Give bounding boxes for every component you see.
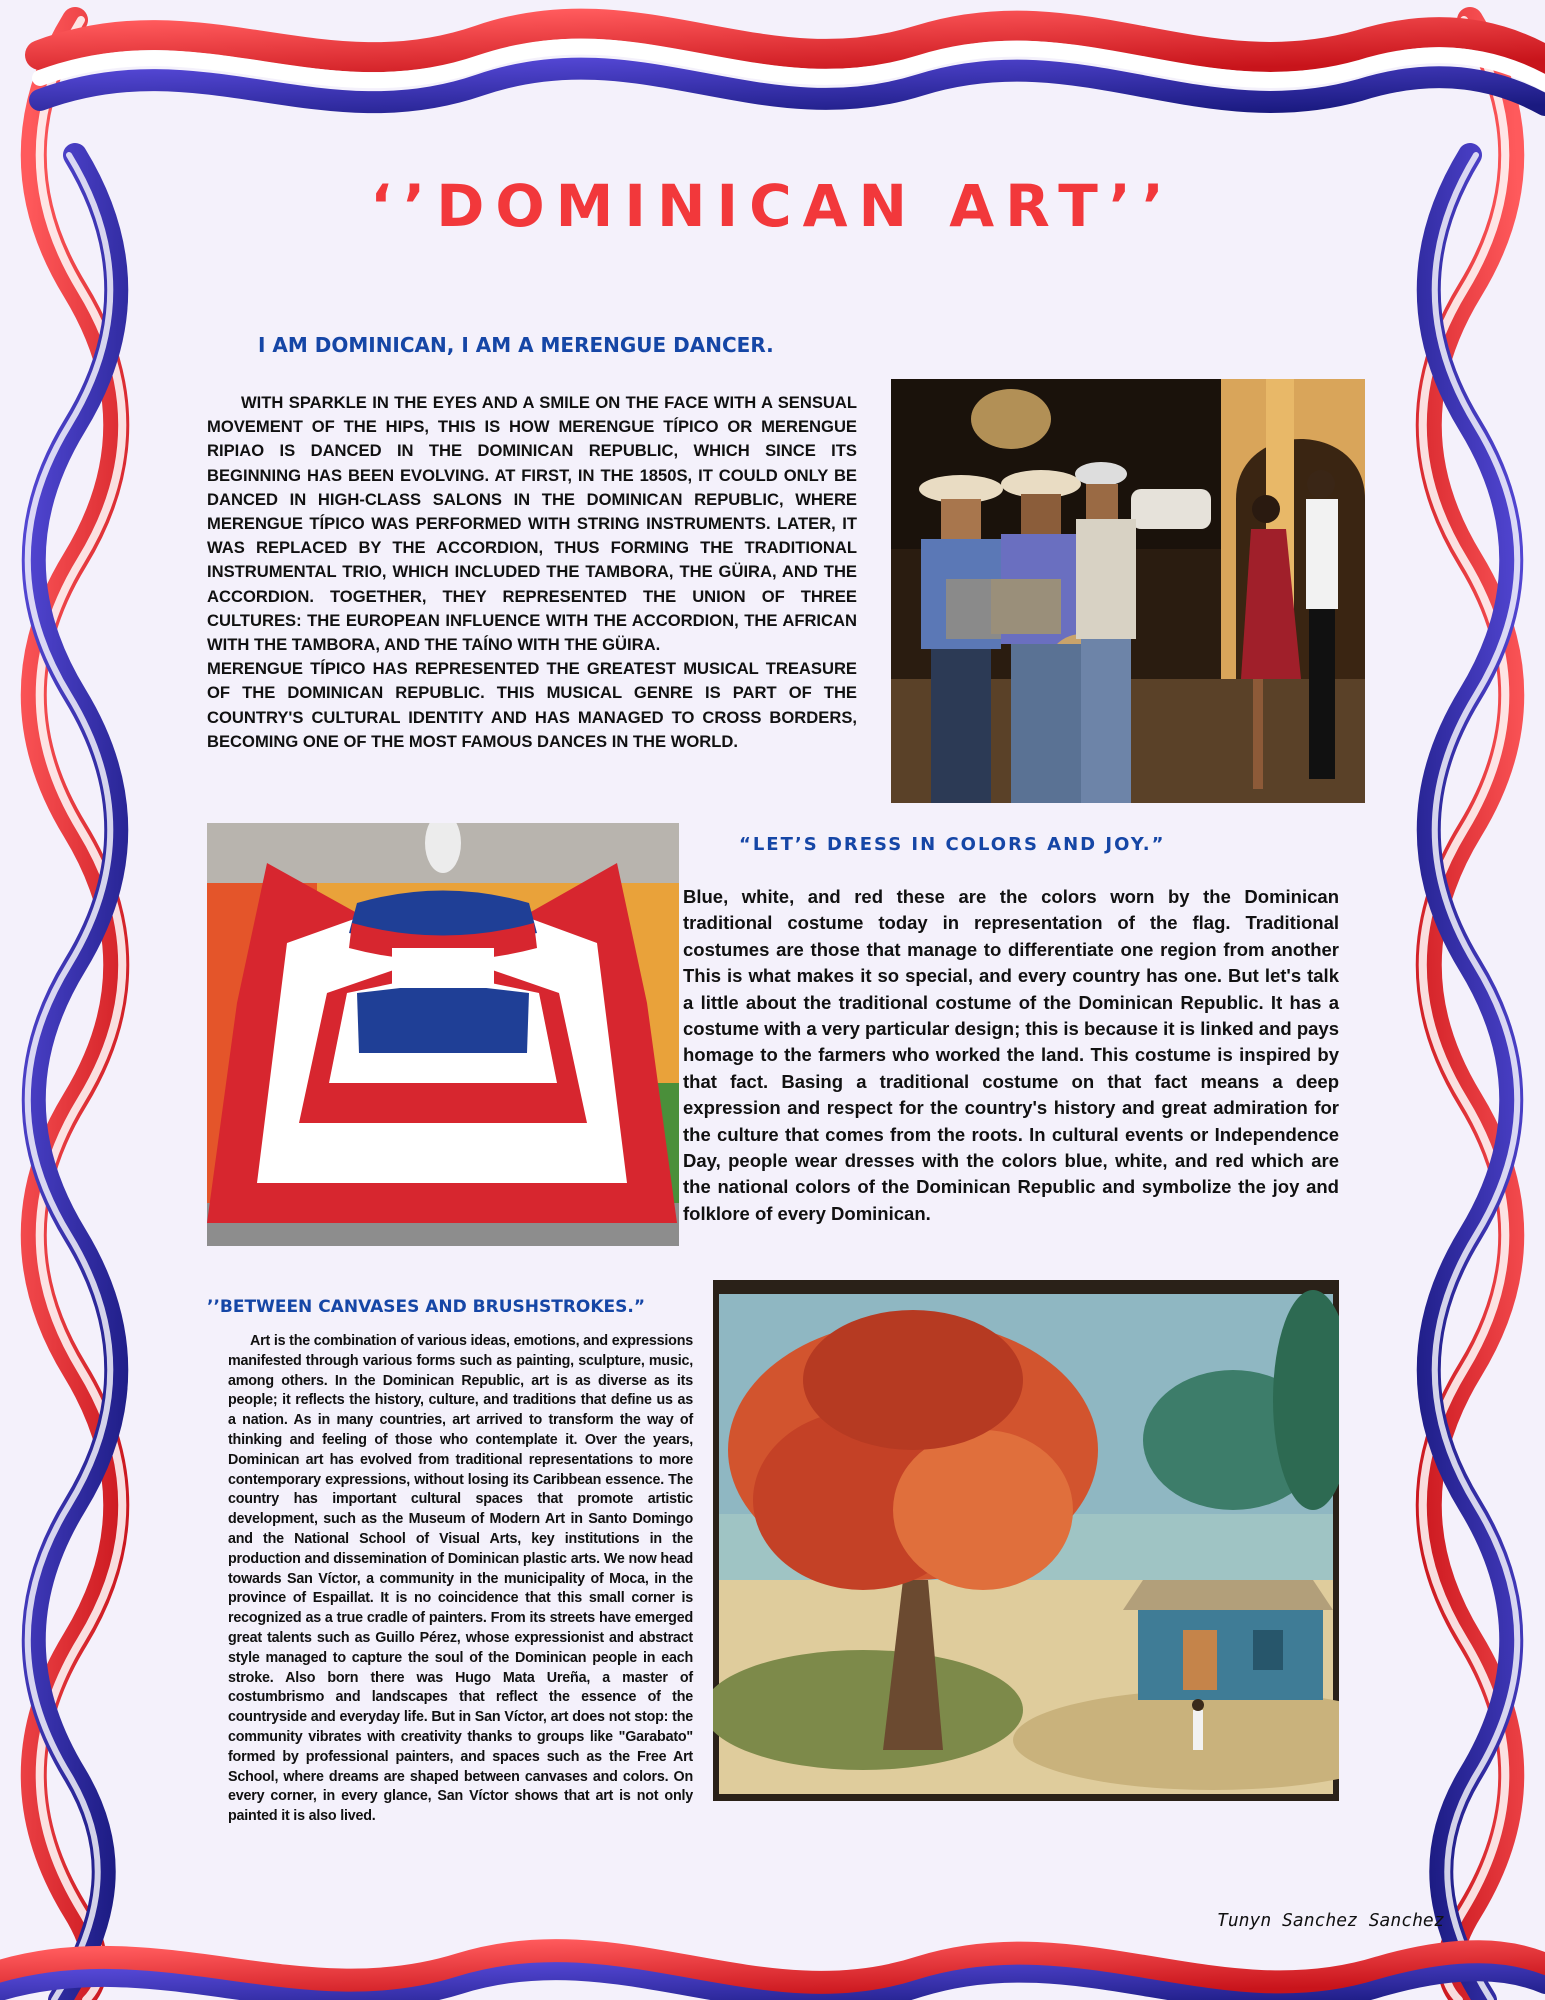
art-paragraph: Art is the combination of various ideas, emotions, and expressions manifested through various forms such as painting, sculpture, music, among others. In the Dominican Republic, art is as diverse as its people; it reflects the history, culture, and traditions that define us as a nation. As in many countries, art arrived to transform the way of thinking and feeling of those who contemplate it. Over the years, Dominican art has evolved from traditional representations to more contemporary expressions, without losing its Caribbean essence. The country has important cultural spaces that promote artistic development, such as the Museum of Modern Art in Santo Domingo and the National School of Visual Arts, key institutions in the production and dissemination of Dominican plastic arts. We now head towards San Víctor, a community in the municipality of Moca, in the province of Espaillat. It is no coincidence that this small corner is recognized as a true cradle of painters. From its streets have emerged great talents such as Guillo Pérez, whose expressionist and abstract style managed to capture the soul of the Dominican people in each stroke. Also born there was Hugo Mata Ureña, a master of costumbrismo and landscapes that reflect the essence of the countryside and everyday life. But in San Víctor, art does not stop: the community vibrates with creativity thanks to groups like "Garabato" formed by professional painters, and spaces such as the Free Art School, where dreams are shaped between canvases and colors. On every corner, in every glance, San Víctor shows that art is not only painted it is also lived. [228, 1333, 693, 1825]
page-title: ‘’DOMINICAN ART’’ [370, 172, 1175, 240]
merengue-text [207, 391, 857, 754]
author-signature: Tunyn Sanchez Sanchez [1217, 1910, 1445, 1931]
dress-heading: “LET’S DRESS IN COLORS AND JOY.” [739, 834, 1166, 855]
flamboyan-painting-photo [713, 1280, 1339, 1801]
dress-paragraph: Blue, white, and red these are the colors worn by the Dominican traditional costume today in representation of the flag. Traditional costumes are those that manage to differentiate one region from another This is what makes it so special, and every country has one. But let's talk a little about the traditional costume of the Dominican Republic. It has a costume with a very particular design; this is because it is linked and pays homage to the farmers who worked the land. This costume is inspired by that fact. Basing a traditional costume on that fact means a deep expression and respect for the country's history and great admiration for the culture that comes from the roots. In cultural events or Independence Day, people wear dresses with the colors blue, white, and red which are the national colors of the Dominican Republic and symbolize the joy and folklore of every Dominican. [683, 886, 1339, 1224]
traditional-dress-photo [207, 823, 679, 1246]
merengue-paragraph-2: MERENGUE TÍPICO HAS REPRESENTED THE GREATEST MUSICAL TREASURE OF THE DOMINICAN REPUBLIC. THIS MUSICAL GENRE IS PART OF THE COUNTRY'S CULTURAL IDENTITY AND HAS MANAGED TO CROSS BORDERS, BECOMING ONE OF THE MOST FAMOUS DANCES IN THE WORLD. [207, 659, 857, 751]
art-heading: ’’BETWEEN CANVASES AND BRUSHSTROKES.” [207, 1297, 646, 1317]
merengue-paragraph-1: WITH SPARKLE IN THE EYES AND A SMILE ON THE FACE WITH A SENSUAL MOVEMENT OF THE HIPS, THIS IS HOW MERENGUE TÍPICO OR MERENGUE RIPIAO IS DANCED IN THE DOMINICAN REPUBLIC, WHICH SINCE ITS BEGINNING HAS BEEN EVOLVING. AT FIRST, IN THE 1850S, IT COULD ONLY BE DANCED IN HIGH-CLASS SALONS IN THE DOMINICAN REPUBLIC, WHERE MERENGUE TÍPICO WAS PERFORMED WITH STRING INSTRUMENTS. LATER, IT WAS REPLACED BY THE ACCORDION, THUS FORMING THE TRADITIONAL INSTRUMENTAL TRIO, WHICH INCLUDED THE TAMBORA, THE GÜIRA, AND THE ACCORDION. TOGETHER, THEY REPRESENTED THE UNION OF THREE CULTURES: THE EUROPEAN INFLUENCE WITH THE ACCORDION, THE AFRICAN WITH THE TAMBORA, AND THE TAÍNO WITH THE GÜIRA. [207, 393, 857, 655]
merengue-musicians-photo [891, 379, 1365, 803]
merengue-heading: I AM DOMINICAN, I AM A MERENGUE DANCER. [258, 333, 774, 357]
